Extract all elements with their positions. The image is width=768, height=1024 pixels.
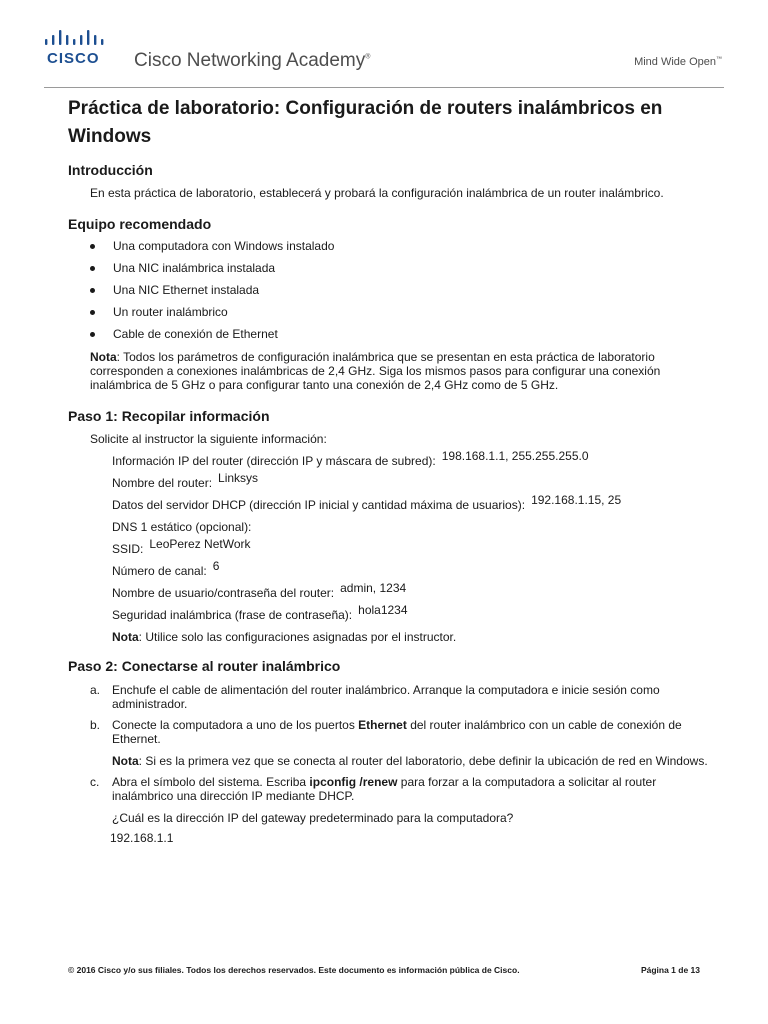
item-text: Enchufe el cable de alimentación del router inalámbrico. Arranque la computadora e inicie sesión como administrador. (112, 683, 660, 711)
equipment-list (68, 239, 708, 349)
field-value: 6 (212, 559, 220, 573)
field-label: Número de canal: (112, 564, 207, 578)
document-body (68, 95, 708, 845)
field-label: DNS 1 estático (opcional): (112, 520, 252, 534)
page-title: Práctica de laboratorio: Configuración de routers inalámbricos en Windows (68, 98, 663, 147)
field-label: SSID: (112, 542, 144, 556)
field-label: Datos del servidor DHCP (dirección IP inicial y cantidad máxima de usuarios): (112, 498, 526, 512)
page-number: Página 1 de 13 (640, 965, 700, 975)
cisco-bars-icon (44, 30, 116, 48)
intro-heading: Introducción (68, 162, 153, 178)
ipconfig-command: ipconfig /renew (309, 775, 398, 789)
field-router-ip (68, 449, 708, 476)
note-text: : Si es la primera vez que se conecta al router del laboratorio, debe definir la ubicación de red en Windows. (138, 754, 708, 768)
header-divider (44, 87, 724, 88)
note-label: Nota (112, 754, 139, 768)
step2-item-a (68, 683, 708, 711)
field-label: Información IP del router (dirección IP y máscara de subred): (112, 454, 436, 468)
tagline: Mind Wide Open™ (634, 56, 722, 68)
item-letter: a. (90, 683, 101, 697)
field-label: Seguridad inalámbrica (frase de contraseña): (112, 608, 353, 622)
item-letter: b. (90, 718, 101, 732)
copyright-text: © 2016 Cisco y/o sus filiales. Todos los derechos reservados. Este documento es información pública de Cisco. (68, 965, 520, 975)
note-text: : Todos los parámetros de configuración inalámbrica que se presentan en esta práctica de laboratorio corresponden a conexiones inalámbricas de 2,4 GHz. Siga los mismos pasos para configurar una conexión inalámbrica de 5 GHz o para configurar tanto una conexión de 2,4 GHz como de 5 GHz. (90, 350, 661, 392)
intro-text: En esta práctica de laboratorio, establecerá y probará la configuración inalámbrica de un router inalámbrico. (90, 186, 664, 200)
list-item: Una computadora con Windows instalado (68, 239, 708, 261)
field-value: admin, 1234 (340, 581, 407, 595)
answer-text: 192.168.1.1 (110, 831, 174, 845)
field-value: Linksys (218, 471, 259, 485)
note-label: Nota (90, 350, 117, 364)
cisco-logo (44, 30, 116, 70)
list-item: Una NIC Ethernet instalada (68, 283, 708, 305)
page-header (0, 0, 768, 88)
field-value: 198.168.1.1, 255.255.255.0 (441, 449, 589, 463)
step2-item-c: c. Abra el símbolo del sistema. Escriba ipconfig /renew para forzar a la computadora a solicitar al router inalámbrico una dirección IP mediante DHCP. (90, 775, 657, 803)
list-item: Una NIC inalámbrica instalada (68, 261, 708, 283)
field-label: Nombre del router: (112, 476, 213, 490)
step1-note (68, 630, 708, 644)
list-item: Un router inalámbrico (68, 305, 708, 327)
field-passphrase (68, 603, 708, 630)
step2-note (68, 754, 708, 768)
step2-question: ¿Cuál es la dirección IP del gateway predeterminado para la computadora? (112, 811, 514, 825)
ethernet-keyword: Ethernet (358, 718, 407, 732)
step1-heading: Paso 1: Recopilar información (68, 408, 270, 424)
step1-lead: Solicite al instructor la siguiente información: (90, 432, 327, 446)
brand-name: Cisco Networking Academy® (134, 50, 371, 71)
field-value: 192.168.1.15, 25 (531, 493, 622, 507)
list-item: Cable de conexión de Ethernet (68, 327, 708, 349)
field-value: LeoPerez NetWork (149, 537, 251, 551)
note-label: Nota (112, 630, 139, 644)
field-ssid (68, 537, 708, 564)
equipment-heading: Equipo recomendado (68, 216, 212, 232)
field-value: hola1234 (358, 603, 408, 617)
equipment-note (68, 350, 708, 392)
item-letter: c. (90, 775, 100, 789)
cisco-logo-word: CISCO (47, 50, 100, 67)
note-text: : Utilice solo las configuraciones asignadas por el instructor. (138, 630, 457, 644)
field-value (251, 515, 257, 529)
step2-item-b: b. Conecte la computadora a uno de los puertos Ethernet del router inalámbrico con un cable de conexión de Ethernet. (90, 718, 682, 746)
step2-heading: Paso 2: Conectarse al router inalámbrico (68, 658, 341, 674)
field-label: Nombre de usuario/contraseña del router: (112, 586, 335, 600)
field-dhcp (68, 493, 708, 520)
